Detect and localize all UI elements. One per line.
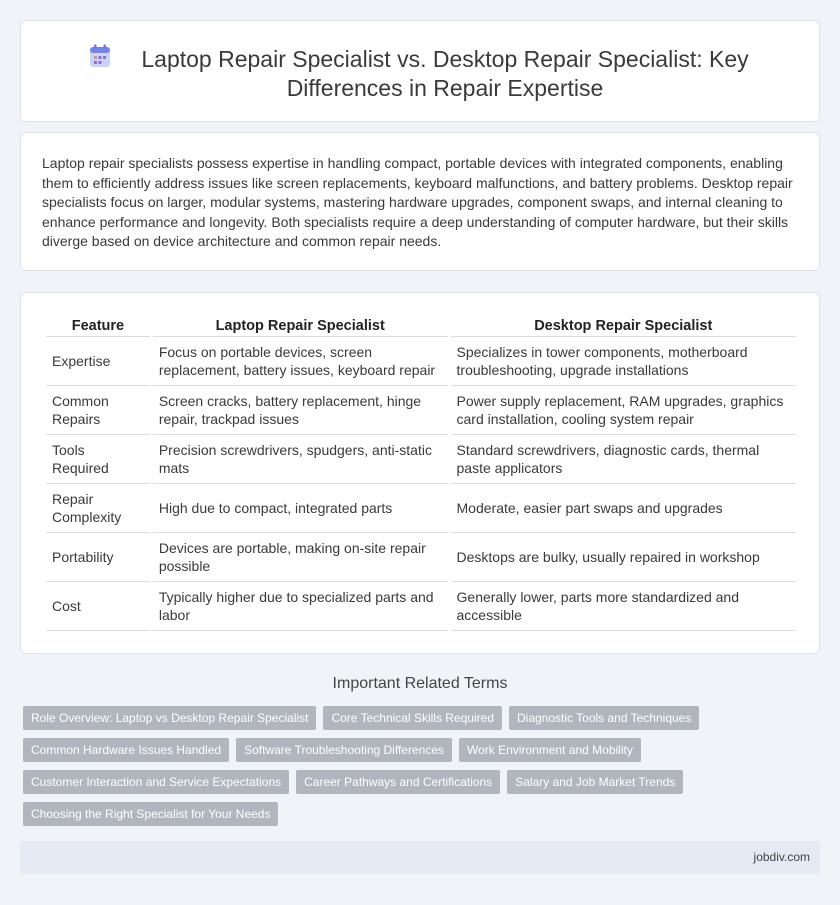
table-cell-feature: Common Repairs (46, 386, 150, 435)
table-row (46, 484, 796, 533)
table-row (46, 386, 796, 435)
related-tag[interactable]: Career Pathways and Certifications (296, 770, 500, 794)
table-cell-desktop: Desktops are bulky, usually repaired in workshop (451, 533, 796, 582)
related-terms-title: Important Related Terms (332, 675, 508, 692)
table-cell-laptop: Precision screwdrivers, spudgers, anti-static mats (153, 435, 448, 484)
column-header-desktop: Desktop Repair Specialist (451, 317, 796, 337)
related-tag[interactable]: Software Troubleshooting Differences (236, 738, 452, 762)
related-tag[interactable]: Common Hardware Issues Handled (23, 738, 229, 762)
comparison-card (20, 292, 820, 654)
related-tag[interactable]: Core Technical Skills Required (323, 706, 502, 730)
column-header-feature: Feature (46, 317, 150, 337)
related-tags-row (23, 738, 641, 762)
table-row (46, 582, 796, 631)
table-cell-feature: Tools Required (46, 435, 150, 484)
page-title: Laptop Repair Specialist vs. Desktop Repair Specialist: Key Differences in Repair Expertise (141, 46, 749, 101)
table-cell-laptop: Devices are portable, making on-site repair possible (153, 533, 448, 582)
related-tags-row (23, 770, 683, 794)
intro-paragraph: Laptop repair specialists possess expertise in handling compact, portable devices with integrated components, enabling them to efficiently address issues like screen replacements, keyboard malfunctions, and battery problems. Desktop repair specialists focus on larger, modular systems, mastering hardware upgrades, component swaps, and internal cleaning to enhance performance and longevity. Both specialists require a deep understanding of computer hardware, but their skills diverge based on device architecture and common repair needs. (42, 155, 793, 249)
table-row (46, 337, 796, 386)
table-cell-laptop: Screen cracks, battery replacement, hinge repair, trackpad issues (153, 386, 448, 435)
table-cell-feature: Expertise (46, 337, 150, 386)
table-cell-desktop: Moderate, easier part swaps and upgrades (451, 484, 796, 533)
related-tag[interactable]: Customer Interaction and Service Expectations (23, 770, 289, 794)
comparison-table (43, 317, 799, 631)
related-tag[interactable]: Role Overview: Laptop vs Desktop Repair Specialist (23, 706, 316, 730)
footer-site-link[interactable]: jobdiv.com (753, 850, 810, 864)
related-tags-row (23, 706, 699, 730)
table-cell-desktop: Power supply replacement, RAM upgrades, graphics card installation, cooling system repair (451, 386, 796, 435)
related-tag[interactable]: Work Environment and Mobility (459, 738, 641, 762)
table-header-row (46, 317, 796, 337)
footer (20, 841, 820, 874)
table-cell-desktop: Standard screwdrivers, diagnostic cards, thermal paste applicators (451, 435, 796, 484)
column-header-laptop: Laptop Repair Specialist (153, 317, 448, 337)
table-cell-laptop: High due to compact, integrated parts (153, 484, 448, 533)
table-row (46, 435, 796, 484)
table-cell-feature: Portability (46, 533, 150, 582)
related-tags-row (23, 802, 278, 826)
related-tag[interactable]: Salary and Job Market Trends (507, 770, 683, 794)
table-cell-laptop: Focus on portable devices, screen replacement, battery issues, keyboard repair (153, 337, 448, 386)
header-card (20, 20, 820, 122)
table-row (46, 533, 796, 582)
intro-card (20, 132, 820, 271)
table-cell-desktop: Generally lower, parts more standardized and accessible (451, 582, 796, 631)
table-cell-feature: Cost (46, 582, 150, 631)
table-cell-laptop: Typically higher due to specialized parts and labor (153, 582, 448, 631)
table-cell-desktop: Specializes in tower components, motherboard troubleshooting, upgrade installations (451, 337, 796, 386)
table-cell-feature: Repair Complexity (46, 484, 150, 533)
related-tag[interactable]: Diagnostic Tools and Techniques (509, 706, 699, 730)
related-tag[interactable]: Choosing the Right Specialist for Your Needs (23, 802, 278, 826)
